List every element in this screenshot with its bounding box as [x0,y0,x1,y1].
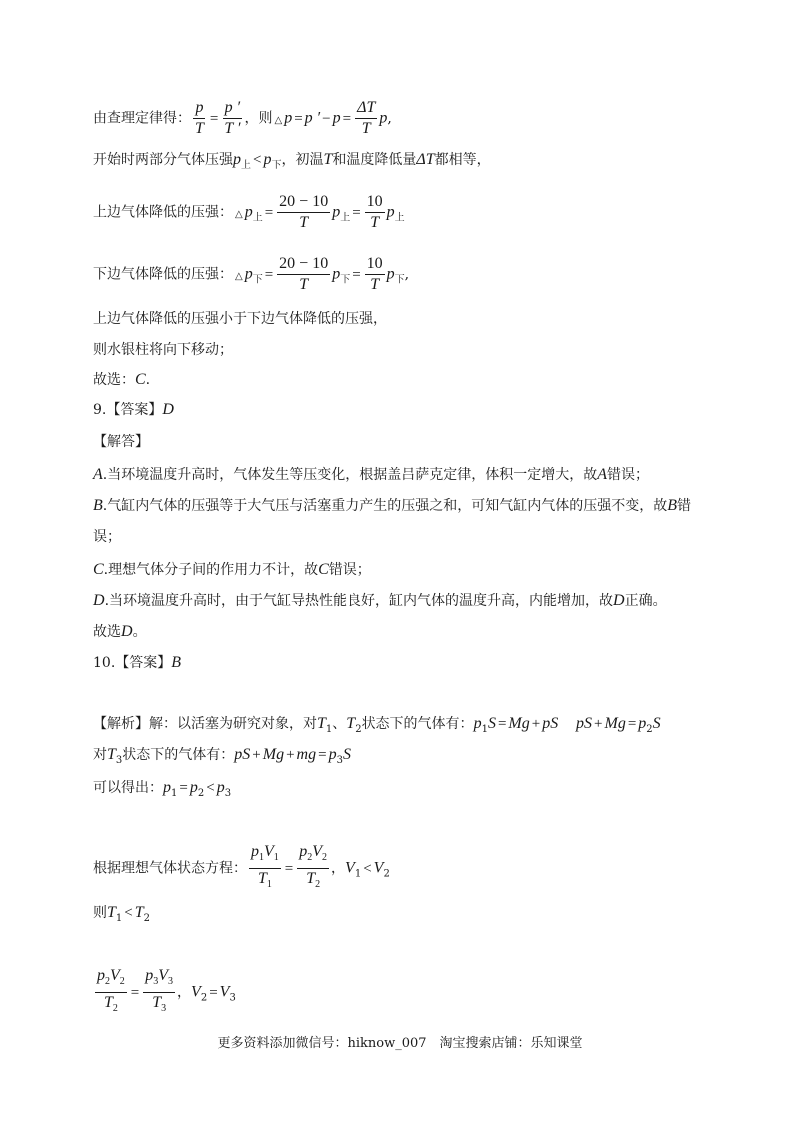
text: ， [177,984,192,1001]
fraction-10-over-t: $\frac{10}{T}$ [366,193,383,231]
text: 【解析】解：以活塞为研究对象，对 [93,716,317,732]
q10-state-eq: 根据理想气体状态方程： $\frac{p_1V_1}{T_1}$ = $\frac{p_2V_2}{T_2}$ ，$V_1 < V_2$ [93,842,390,895]
subscript: 下 [252,274,263,286]
text: 由查理定律得： [93,110,191,127]
text: 、 [332,716,347,732]
answer-letter: B [171,654,182,671]
option-letter: D [613,592,625,609]
choice-letter: D [121,623,133,640]
fraction-delta-t-over-t: $\frac{\Delta T}{T}$ [357,99,376,137]
fraction-20-10-over-t: $\frac{20 - 10}{T}$ [279,193,329,231]
q10-answer [93,653,181,673]
text: 上边气体降低的压强： [93,204,233,221]
answer-letter: D [162,401,174,418]
text: 错误； [328,562,371,578]
subscript: 下 [271,160,282,171]
q10-analysis: 【解析】解：以活塞为研究对象，对$T_1$、$T_2$状态下的气体有：$p_1S = Mg$ + pS pS + $Mg = p_2S$ [93,715,661,735]
text: 错 [677,498,692,514]
subscript: 上 [241,160,251,171]
answer-heading: 10.【答案】 [93,655,172,671]
fraction-20-10-over-t: $\frac{20 - 10}{T}$ [279,255,329,293]
text: .当环境温度升高时，由于气缸导热性能良好，缸内气体的温度升高，内能增加，故 [104,593,614,609]
text: 状态下的气体有： [361,716,474,732]
fraction-p1v1-over-t1: $\frac{p_1V_1}{T_1}$ [251,843,279,890]
text: 根据理想气体状态方程： [93,860,247,877]
numerator: 10 [365,254,385,275]
result-line: 则水银柱将向下移动； [93,342,233,358]
text: 都相等， [434,152,491,168]
text: 下边气体降低的压强： [93,266,233,283]
text: 开始时两部分气体压强 [93,152,233,168]
q9-option-b [93,496,691,516]
choose-line: 故选：C. [93,371,151,388]
numerator: 20 − 10 [277,192,330,213]
q9-choose [93,622,147,642]
option-letter: C [93,561,104,578]
numerator: 10 [365,192,385,213]
fraction-p2v2-over-t2: $\frac{p_2V_2}{T_2}$ [299,843,328,890]
q9-option-a [93,465,649,485]
subscript: 上 [252,212,263,224]
subscript: 下 [394,274,405,286]
answer-heading: 9.【答案】 [93,402,163,418]
q10-then: 则$T_1 < T_2$ [93,904,151,924]
text: 对 [93,747,107,763]
option-letter: B [93,497,103,514]
text: 和温度降低量 [332,152,417,168]
page-footer: 更多资料添加微信号：hiknow_007 淘宝搜索店铺：乐知课堂 [217,1036,583,1051]
fraction-p2v2-over-t2: $\frac{p_2V_2}{T_2}$ [97,967,125,1014]
text: 。 [132,624,147,640]
q10-get: 可以得出：$p_1 = p_2 < p_3$ [93,779,232,799]
charles-law-line: 由查理定律得： $\frac{p}{T}$ = $\frac{p '}{T '}$ ，则 △ p = p ′ − p = $\frac{\Delta T}{T}$ p, [93,99,392,137]
q10-t3-state: 对$T_3$状态下的气体有：pS + Mg + mg = $p_3S$ [93,746,351,766]
lower-gas-line: 下边气体降低的压强： △ $p_下$ = $\frac{20 - 10}{T}$ $p_下$ = $\frac{10}{T}$ $p_下$, [93,255,410,293]
option-letter: D [93,592,105,609]
text: 可以得出： [93,780,163,796]
option-letter: A [597,466,608,483]
text: .当环境温度升高时，气体发生等压变化，根据盖吕萨克定律，体积一定增大，故 [102,467,598,483]
q10-eq-23: $\frac{p_2V_2}{T_2}$ = $\frac{p_3V_3}{T_3}$ ，$V_2 = V_3$ [93,966,236,1019]
numerator: 20 − 10 [277,254,330,275]
fraction-p-over-t: $\frac{p}{T}$ [195,99,204,137]
fraction-10-over-t: $\frac{10}{T}$ [366,255,383,293]
text: 故选 [93,624,121,640]
text: 则 [93,905,107,921]
fraction-p3v3-over-t3: $\frac{p_3V_3}{T_3}$ [145,967,174,1014]
upper-gas-line: 上边气体降低的压强： △ $p_上$ = $\frac{20 - 10}{T}$ $p_上$ = $\frac{10}{T}$ $p_上$ [93,193,405,231]
q9-answer [93,400,174,420]
text: 正确。 [624,593,667,609]
option-letter: A [93,466,103,483]
subscript: 下 [340,274,351,286]
q9-option-d [93,591,667,611]
text: .气缸内气体的压强等于大气压与活塞重力产生的压强之和，可知气缸内气体的压强不变，故 [102,498,668,514]
choice-letter: C [135,371,146,388]
text: 故选： [93,372,135,388]
subscript: 上 [340,212,351,224]
q9-option-b-cont: 误； [93,529,121,545]
q9-option-c [93,560,371,580]
compare-line: 上边气体降低的压强小于下边气体降低的压强， [93,311,387,327]
text: ， [331,860,346,877]
text: .理想气体分子间的作用力不计，故 [103,562,319,578]
text: ，初温 [281,152,324,168]
q9-solution-heading: 【解答】 [93,434,149,450]
subscript: 上 [394,212,405,224]
initial-pressure-line: 开始时两部分气体压强$p_上 < p_下$，初温T和温度降低量ΔT都相等， [93,151,491,171]
text: 错误； [607,467,650,483]
option-letter: C [318,561,329,578]
text: ，则 [244,110,273,127]
option-letter: B [667,497,678,514]
text: 状态下的气体有： [122,747,235,763]
fraction-p-prime-over-t-prime: $\frac{p '}{T '}$ [224,99,241,137]
